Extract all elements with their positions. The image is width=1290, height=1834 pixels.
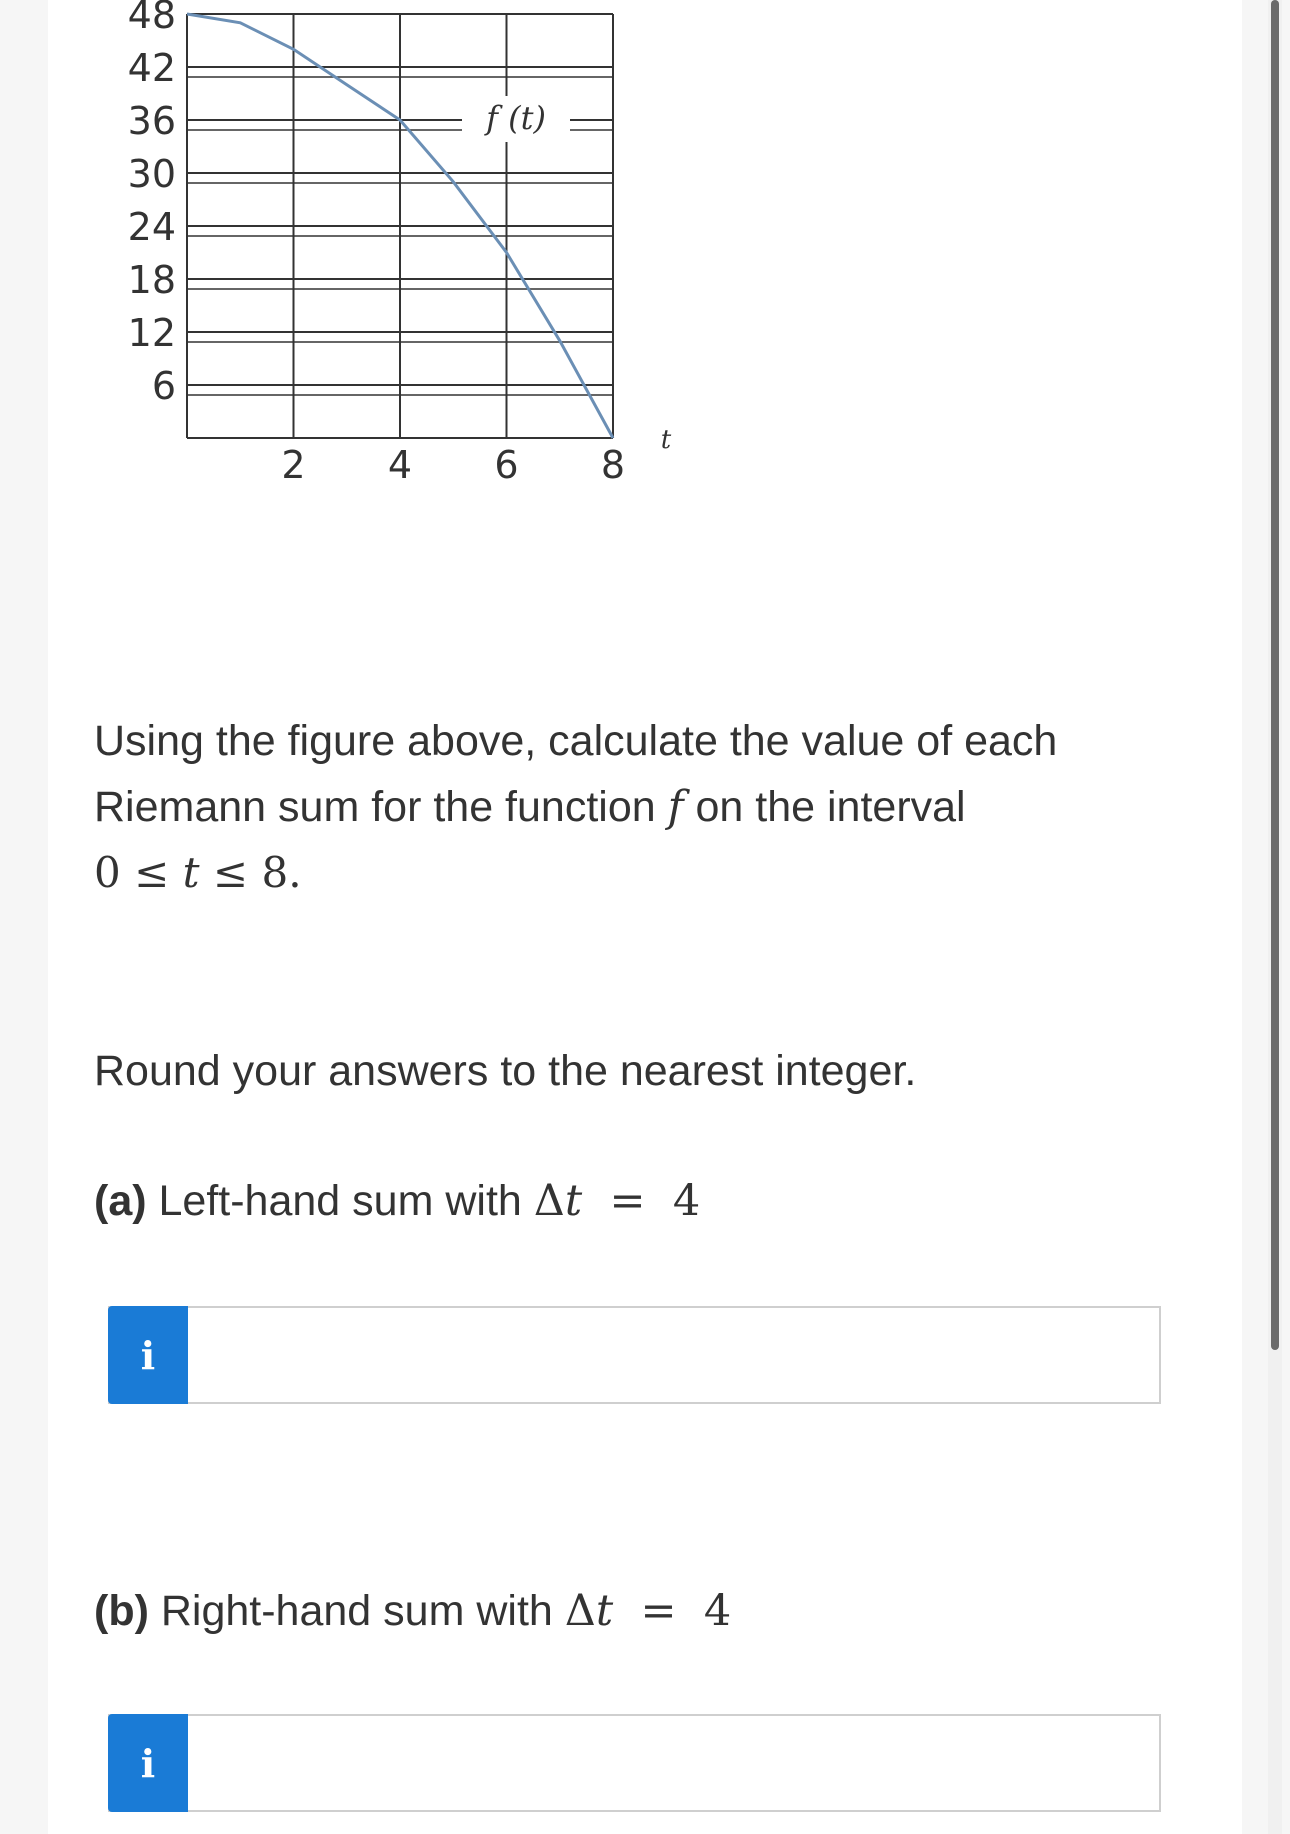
info-icon[interactable]: i [108,1306,188,1404]
y-tick-label: 48 [127,0,176,37]
x-tick-label: 8 [600,443,626,487]
x-tick-label: 2 [281,443,306,487]
x-tick-label: 6 [494,443,519,487]
interval: 0 ≤ t ≤ 8. [94,848,302,897]
part-b-answer-row [108,1714,1161,1812]
rounding-instruction: Round your answers to the nearest integer. [94,1047,917,1095]
info-icon[interactable]: i [108,1714,188,1812]
part-b-answer-input[interactable] [190,1716,1159,1810]
part-b-label: (b) Right-hand sum with Δt = 4 [94,1586,732,1636]
part-a-answer-input[interactable] [190,1308,1159,1402]
scrollbar[interactable] [1268,0,1282,1834]
x-axis-label: t [660,425,672,455]
question-text [94,708,1174,906]
scrollbar-thumb[interactable] [1271,0,1279,1350]
part-a-answer-row [108,1306,1161,1404]
question-line-1: Using the figure above, calculate the value of each [94,717,1058,765]
y-tick-label: 42 [127,46,176,90]
function-graph [0,0,720,500]
y-tick-label: 6 [151,364,176,408]
part-a-label: (a) Left-hand sum with Δt = 4 [94,1176,701,1226]
y-tick-label: 30 [127,152,176,196]
question-line-2: Riemann sum for the function f on the interval [94,782,966,832]
y-tick-label: 24 [127,205,176,249]
y-tick-label: 36 [127,99,176,143]
y-tick-label: 12 [127,311,176,355]
x-tick-label: 4 [387,443,413,487]
curve-label: f (t) [486,99,546,137]
y-tick-label: 18 [127,258,176,302]
